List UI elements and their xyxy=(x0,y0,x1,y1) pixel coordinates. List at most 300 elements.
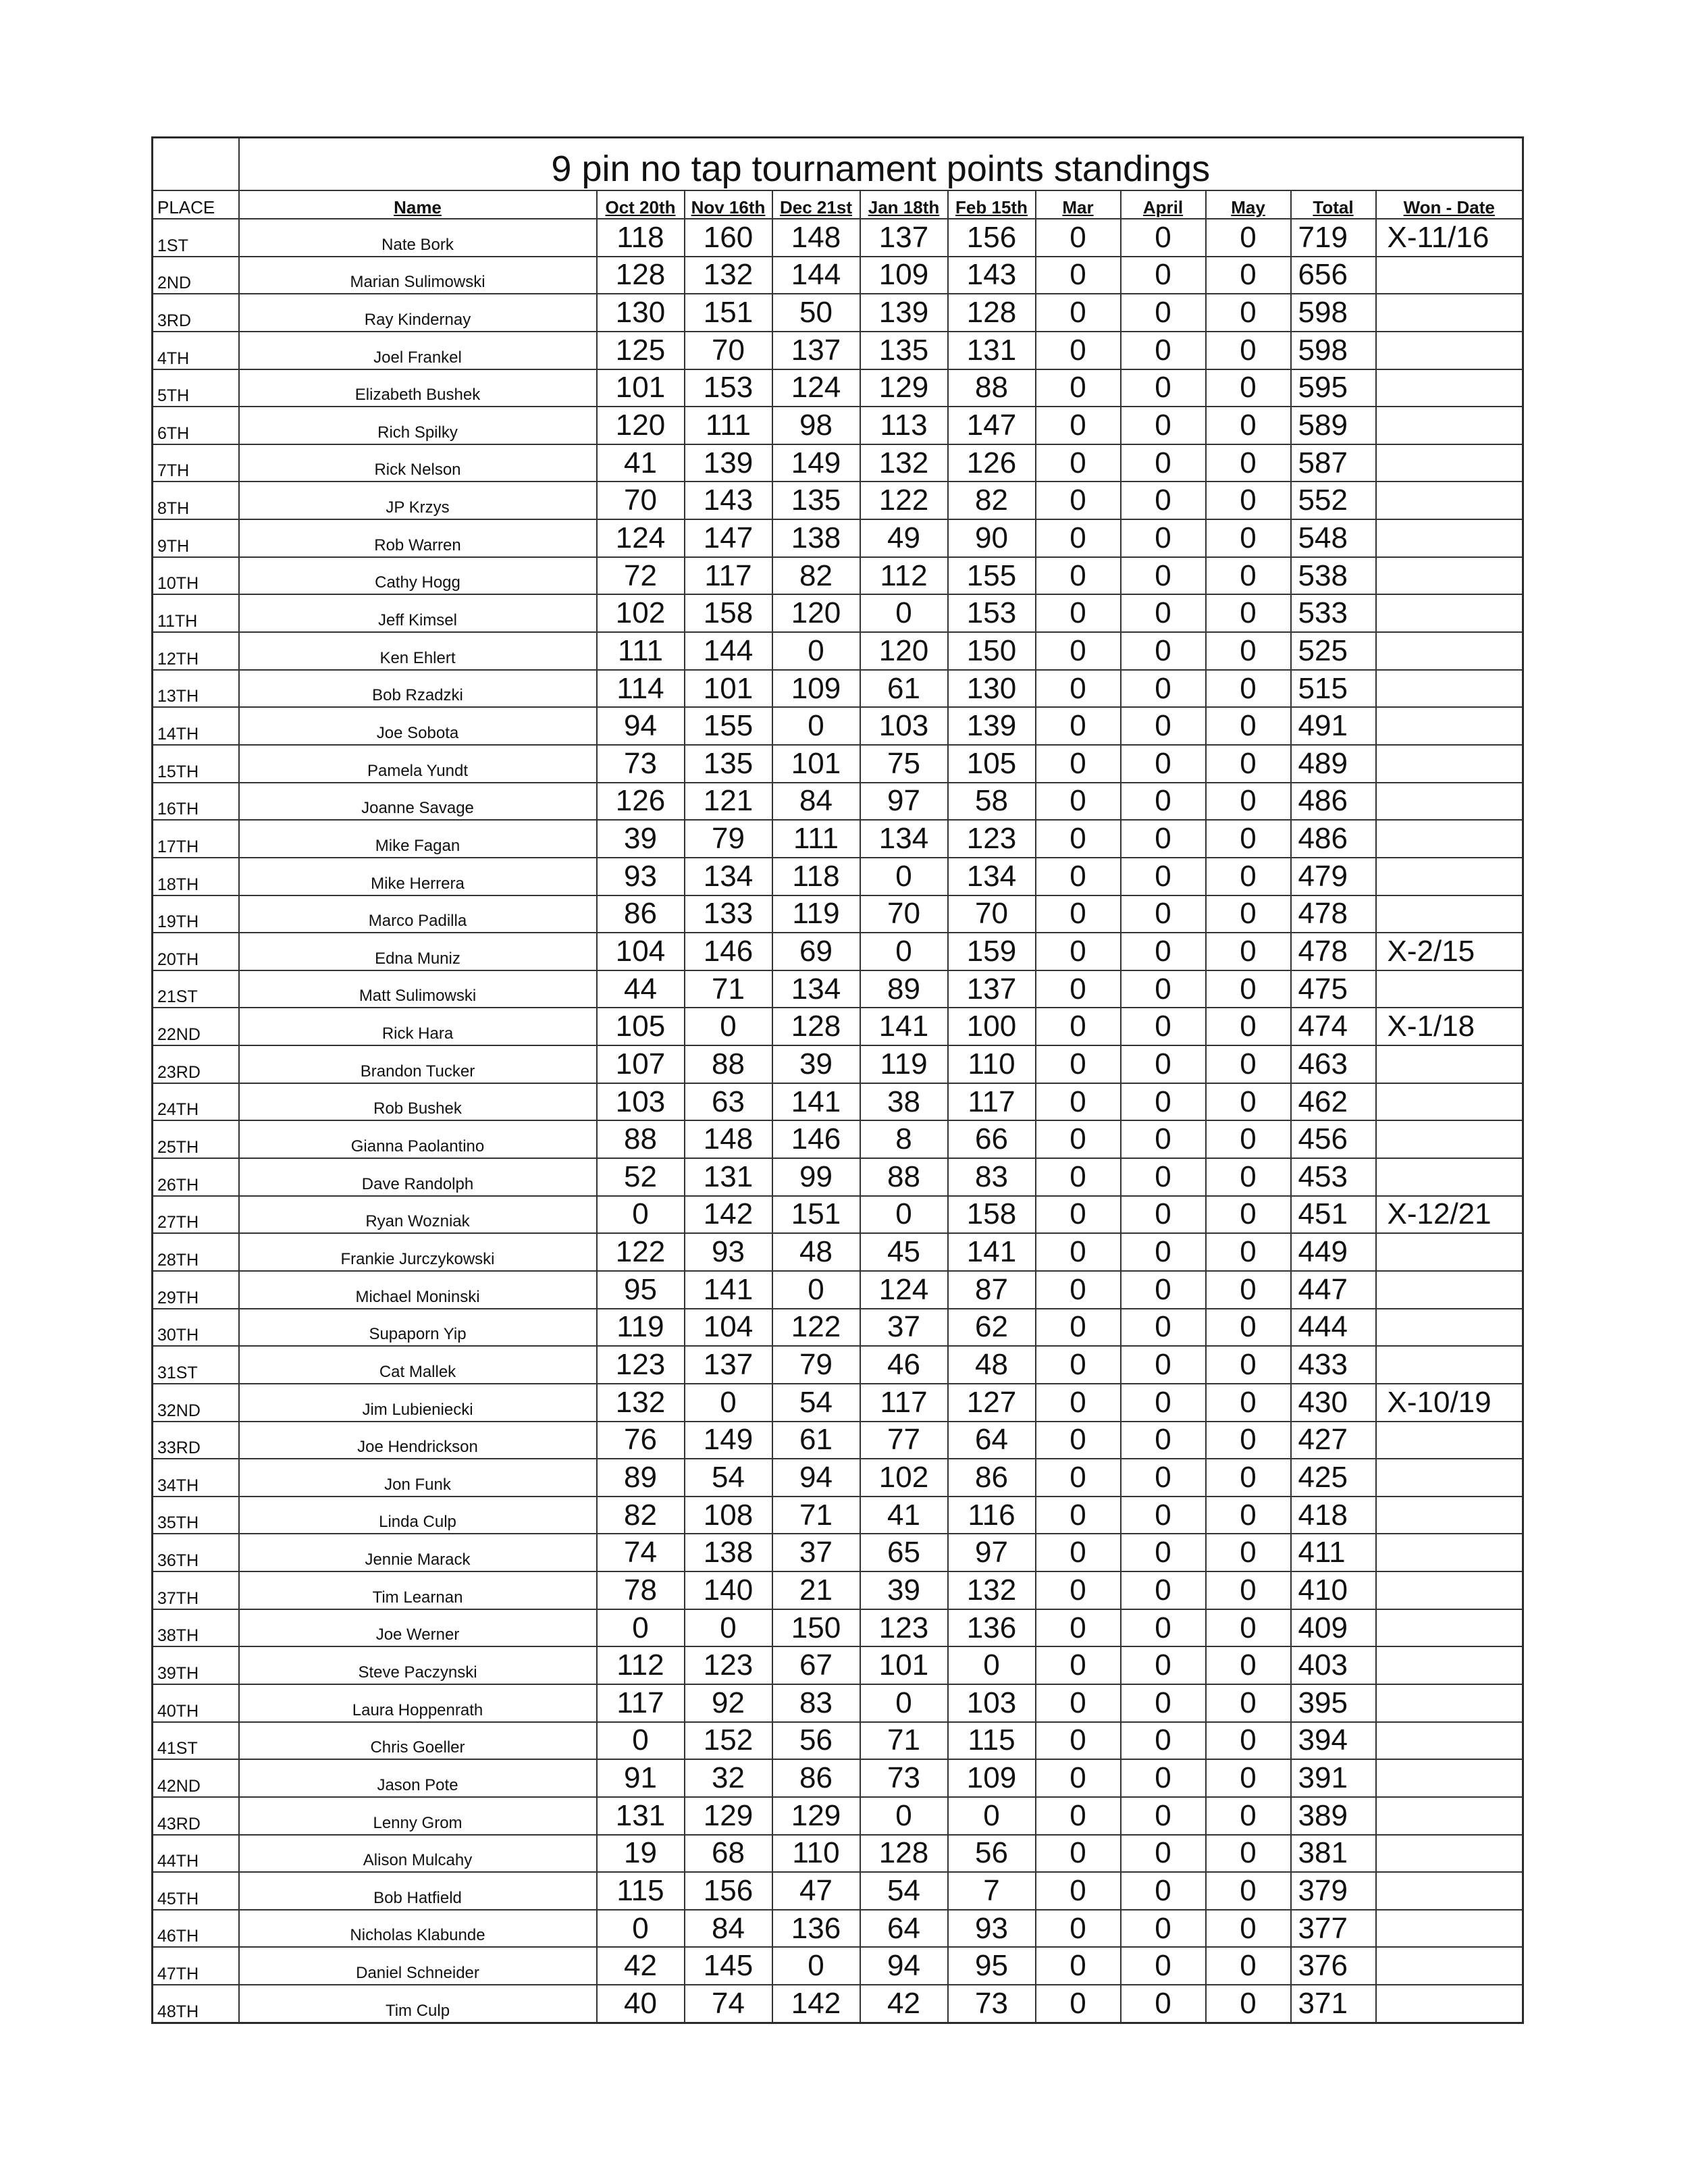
score-cell: 0 xyxy=(948,1797,1036,1835)
score-cell: 0 xyxy=(1036,332,1121,369)
total-cell: 451 xyxy=(1291,1196,1376,1234)
table-row xyxy=(153,1497,1523,1534)
score-cell: 0 xyxy=(772,707,860,745)
score-cell: 114 xyxy=(597,670,685,708)
score-cell: 0 xyxy=(1121,895,1206,933)
won-date-cell xyxy=(1376,858,1523,895)
score-cell: 0 xyxy=(597,1196,685,1234)
score-cell: 0 xyxy=(1206,1646,1291,1684)
name-cell: Rick Nelson xyxy=(239,444,597,482)
total-cell: 719 xyxy=(1291,219,1376,257)
place-cell: 7TH xyxy=(153,444,239,482)
score-cell: 0 xyxy=(1206,1346,1291,1384)
score-cell: 131 xyxy=(597,1797,685,1835)
total-cell: 486 xyxy=(1291,820,1376,858)
score-cell: 0 xyxy=(1036,1759,1121,1797)
score-cell: 0 xyxy=(1121,1646,1206,1684)
score-cell: 0 xyxy=(1206,1196,1291,1234)
score-cell: 0 xyxy=(1036,1947,1121,1985)
name-cell: Rob Bushek xyxy=(239,1083,597,1121)
score-cell: 115 xyxy=(948,1722,1036,1760)
score-cell: 155 xyxy=(685,707,772,745)
place-cell: 27TH xyxy=(153,1196,239,1234)
score-cell: 147 xyxy=(685,519,772,557)
total-cell: 377 xyxy=(1291,1910,1376,1948)
score-cell: 0 xyxy=(1206,557,1291,595)
header-month: May xyxy=(1206,190,1291,219)
score-cell: 115 xyxy=(597,1872,685,1910)
score-cell: 65 xyxy=(860,1534,948,1571)
name-cell: Michael Moninski xyxy=(239,1271,597,1309)
won-date-cell xyxy=(1376,1910,1523,1948)
table-row xyxy=(153,594,1523,632)
score-cell: 0 xyxy=(1206,444,1291,482)
name-cell: Nate Bork xyxy=(239,219,597,257)
score-cell: 0 xyxy=(1036,1872,1121,1910)
place-cell: 20TH xyxy=(153,933,239,970)
score-cell: 149 xyxy=(772,444,860,482)
score-cell: 139 xyxy=(685,444,772,482)
score-cell: 122 xyxy=(597,1233,685,1271)
score-cell: 64 xyxy=(860,1910,948,1948)
score-cell: 137 xyxy=(948,970,1036,1008)
place-cell: 1ST xyxy=(153,219,239,257)
name-cell: Jason Pote xyxy=(239,1759,597,1797)
score-cell: 90 xyxy=(948,519,1036,557)
name-cell: Lenny Grom xyxy=(239,1797,597,1835)
score-cell: 0 xyxy=(1121,783,1206,821)
score-cell: 0 xyxy=(685,1609,772,1647)
score-cell: 0 xyxy=(1036,670,1121,708)
score-cell: 0 xyxy=(1036,1985,1121,2023)
score-cell: 66 xyxy=(948,1120,1036,1158)
header-month: Mar xyxy=(1036,190,1121,219)
score-cell: 0 xyxy=(1206,1722,1291,1760)
score-cell: 135 xyxy=(772,482,860,519)
place-cell: 12TH xyxy=(153,632,239,670)
score-cell: 0 xyxy=(1121,1497,1206,1534)
score-cell: 0 xyxy=(1036,783,1121,821)
won-date-cell xyxy=(1376,1158,1523,1196)
place-cell: 4TH xyxy=(153,332,239,369)
header-month: Feb 15th xyxy=(948,190,1036,219)
total-cell: 391 xyxy=(1291,1759,1376,1797)
score-cell: 137 xyxy=(860,219,948,257)
score-cell: 142 xyxy=(685,1196,772,1234)
score-cell: 135 xyxy=(860,332,948,369)
score-cell: 0 xyxy=(1036,1646,1121,1684)
score-cell: 93 xyxy=(597,858,685,895)
place-cell: 33RD xyxy=(153,1422,239,1459)
score-cell: 0 xyxy=(1036,219,1121,257)
table-row xyxy=(153,1271,1523,1309)
score-cell: 143 xyxy=(948,257,1036,294)
name-cell: Joe Werner xyxy=(239,1609,597,1647)
score-cell: 54 xyxy=(772,1384,860,1422)
won-date-cell xyxy=(1376,294,1523,332)
won-date-cell xyxy=(1376,1797,1523,1835)
score-cell: 79 xyxy=(772,1346,860,1384)
score-cell: 89 xyxy=(597,1459,685,1497)
name-cell: Ryan Wozniak xyxy=(239,1196,597,1234)
score-cell: 0 xyxy=(1036,1797,1121,1835)
table-row xyxy=(153,1646,1523,1684)
total-cell: 515 xyxy=(1291,670,1376,708)
table-row xyxy=(153,557,1523,595)
score-cell: 0 xyxy=(685,1008,772,1045)
table-row xyxy=(153,257,1523,294)
score-cell: 0 xyxy=(1121,1534,1206,1571)
name-cell: Mike Fagan xyxy=(239,820,597,858)
score-cell: 0 xyxy=(1121,1083,1206,1121)
score-cell: 0 xyxy=(685,1384,772,1422)
total-cell: 395 xyxy=(1291,1684,1376,1722)
score-cell: 104 xyxy=(597,933,685,970)
place-cell: 21ST xyxy=(153,970,239,1008)
score-cell: 74 xyxy=(597,1534,685,1571)
score-cell: 74 xyxy=(685,1985,772,2023)
score-cell: 0 xyxy=(1036,858,1121,895)
title-row xyxy=(153,138,1523,191)
place-cell: 11TH xyxy=(153,594,239,632)
table-row xyxy=(153,294,1523,332)
won-date-cell xyxy=(1376,1422,1523,1459)
score-cell: 116 xyxy=(948,1497,1036,1534)
won-date-cell xyxy=(1376,1646,1523,1684)
score-cell: 133 xyxy=(685,895,772,933)
place-cell: 48TH xyxy=(153,1985,239,2023)
score-cell: 0 xyxy=(1121,933,1206,970)
score-cell: 123 xyxy=(860,1609,948,1647)
table-row xyxy=(153,482,1523,519)
place-cell: 39TH xyxy=(153,1646,239,1684)
score-cell: 131 xyxy=(948,332,1036,369)
score-cell: 0 xyxy=(1036,294,1121,332)
won-date-cell xyxy=(1376,707,1523,745)
name-cell: Bob Rzadzki xyxy=(239,670,597,708)
score-cell: 58 xyxy=(948,783,1036,821)
score-cell: 0 xyxy=(1121,1384,1206,1422)
score-cell: 141 xyxy=(948,1233,1036,1271)
score-cell: 0 xyxy=(772,1271,860,1309)
score-cell: 0 xyxy=(1036,594,1121,632)
score-cell: 128 xyxy=(597,257,685,294)
total-cell: 463 xyxy=(1291,1045,1376,1083)
score-cell: 132 xyxy=(948,1571,1036,1609)
table-row xyxy=(153,1684,1523,1722)
score-cell: 0 xyxy=(1121,1346,1206,1384)
score-cell: 122 xyxy=(860,482,948,519)
score-cell: 120 xyxy=(597,407,685,444)
score-cell: 0 xyxy=(1206,1120,1291,1158)
score-cell: 83 xyxy=(772,1684,860,1722)
won-date-cell xyxy=(1376,1872,1523,1910)
score-cell: 0 xyxy=(1206,1045,1291,1083)
score-cell: 82 xyxy=(948,482,1036,519)
score-cell: 103 xyxy=(860,707,948,745)
score-cell: 128 xyxy=(860,1835,948,1873)
score-cell: 0 xyxy=(1121,1045,1206,1083)
name-cell: Pamela Yundt xyxy=(239,745,597,783)
score-cell: 0 xyxy=(1206,1083,1291,1121)
name-cell: Gianna Paolantino xyxy=(239,1120,597,1158)
header-total: Total xyxy=(1291,190,1376,219)
score-cell: 100 xyxy=(948,1008,1036,1045)
score-cell: 0 xyxy=(1036,1422,1121,1459)
won-date-cell xyxy=(1376,783,1523,821)
score-cell: 0 xyxy=(1121,970,1206,1008)
score-cell: 84 xyxy=(772,783,860,821)
total-cell: 538 xyxy=(1291,557,1376,595)
score-cell: 132 xyxy=(860,444,948,482)
score-cell: 0 xyxy=(1206,1947,1291,1985)
score-cell: 0 xyxy=(1121,707,1206,745)
score-cell: 73 xyxy=(597,745,685,783)
score-cell: 0 xyxy=(1121,1309,1206,1347)
score-cell: 108 xyxy=(685,1497,772,1534)
score-cell: 0 xyxy=(1121,1947,1206,1985)
score-cell: 48 xyxy=(948,1346,1036,1384)
total-cell: 656 xyxy=(1291,257,1376,294)
score-cell: 67 xyxy=(772,1646,860,1684)
score-cell: 155 xyxy=(948,557,1036,595)
score-cell: 78 xyxy=(597,1571,685,1609)
score-cell: 137 xyxy=(685,1346,772,1384)
won-date-cell xyxy=(1376,557,1523,595)
score-cell: 76 xyxy=(597,1422,685,1459)
score-cell: 42 xyxy=(597,1947,685,1985)
table-row xyxy=(153,670,1523,708)
score-cell: 0 xyxy=(1121,1008,1206,1045)
score-cell: 45 xyxy=(860,1233,948,1271)
score-cell: 102 xyxy=(860,1459,948,1497)
score-cell: 0 xyxy=(1036,482,1121,519)
title-corner-cell xyxy=(153,138,239,191)
score-cell: 0 xyxy=(1121,1158,1206,1196)
won-date-cell xyxy=(1376,482,1523,519)
table-row xyxy=(153,1985,1523,2023)
score-cell: 0 xyxy=(1121,1609,1206,1647)
won-date-cell: X-12/21 xyxy=(1376,1196,1523,1234)
won-date-cell: X-2/15 xyxy=(1376,933,1523,970)
score-cell: 0 xyxy=(1121,369,1206,407)
score-cell: 0 xyxy=(1206,1872,1291,1910)
score-cell: 0 xyxy=(1121,1120,1206,1158)
score-cell: 0 xyxy=(860,1196,948,1234)
score-cell: 52 xyxy=(597,1158,685,1196)
table-row xyxy=(153,783,1523,821)
won-date-cell xyxy=(1376,1271,1523,1309)
place-cell: 23RD xyxy=(153,1045,239,1083)
total-cell: 411 xyxy=(1291,1534,1376,1571)
total-cell: 589 xyxy=(1291,407,1376,444)
score-cell: 129 xyxy=(685,1797,772,1835)
score-cell: 0 xyxy=(1121,670,1206,708)
score-cell: 93 xyxy=(948,1910,1036,1948)
table-row xyxy=(153,332,1523,369)
name-cell: Edna Muniz xyxy=(239,933,597,970)
score-cell: 63 xyxy=(685,1083,772,1121)
score-cell: 151 xyxy=(685,294,772,332)
name-cell: Linda Culp xyxy=(239,1497,597,1534)
score-cell: 0 xyxy=(1206,1384,1291,1422)
score-cell: 146 xyxy=(772,1120,860,1158)
place-cell: 9TH xyxy=(153,519,239,557)
score-cell: 124 xyxy=(772,369,860,407)
score-cell: 0 xyxy=(1036,1083,1121,1121)
score-cell: 123 xyxy=(685,1646,772,1684)
score-cell: 156 xyxy=(685,1872,772,1910)
place-cell: 19TH xyxy=(153,895,239,933)
score-cell: 88 xyxy=(948,369,1036,407)
score-cell: 0 xyxy=(1036,407,1121,444)
score-cell: 158 xyxy=(685,594,772,632)
table-row xyxy=(153,519,1523,557)
score-cell: 131 xyxy=(685,1158,772,1196)
score-cell: 44 xyxy=(597,970,685,1008)
name-cell: Jennie Marack xyxy=(239,1534,597,1571)
total-cell: 409 xyxy=(1291,1609,1376,1647)
score-cell: 0 xyxy=(1206,707,1291,745)
score-cell: 0 xyxy=(1206,783,1291,821)
score-cell: 0 xyxy=(1036,444,1121,482)
score-cell: 0 xyxy=(1206,1835,1291,1873)
name-cell: Laura Hoppenrath xyxy=(239,1684,597,1722)
score-cell: 149 xyxy=(685,1422,772,1459)
total-cell: 479 xyxy=(1291,858,1376,895)
score-cell: 0 xyxy=(1036,257,1121,294)
score-cell: 158 xyxy=(948,1196,1036,1234)
table-row xyxy=(153,970,1523,1008)
standings-table xyxy=(151,136,1524,2024)
score-cell: 0 xyxy=(1121,482,1206,519)
total-cell: 444 xyxy=(1291,1309,1376,1347)
table-row xyxy=(153,745,1523,783)
score-cell: 130 xyxy=(948,670,1036,708)
total-cell: 453 xyxy=(1291,1158,1376,1196)
score-cell: 132 xyxy=(685,257,772,294)
score-cell: 139 xyxy=(860,294,948,332)
score-cell: 141 xyxy=(685,1271,772,1309)
score-cell: 0 xyxy=(1206,519,1291,557)
score-cell: 127 xyxy=(948,1384,1036,1422)
score-cell: 0 xyxy=(1121,1872,1206,1910)
score-cell: 0 xyxy=(1036,1309,1121,1347)
place-cell: 22ND xyxy=(153,1008,239,1045)
score-cell: 120 xyxy=(772,594,860,632)
score-cell: 118 xyxy=(597,219,685,257)
score-cell: 82 xyxy=(772,557,860,595)
place-cell: 17TH xyxy=(153,820,239,858)
score-cell: 89 xyxy=(860,970,948,1008)
score-cell: 56 xyxy=(772,1722,860,1760)
score-cell: 0 xyxy=(1036,970,1121,1008)
score-cell: 138 xyxy=(772,519,860,557)
won-date-cell xyxy=(1376,745,1523,783)
score-cell: 70 xyxy=(948,895,1036,933)
score-cell: 0 xyxy=(1036,1045,1121,1083)
score-cell: 0 xyxy=(1036,1910,1121,1948)
place-cell: 10TH xyxy=(153,557,239,595)
score-cell: 101 xyxy=(772,745,860,783)
score-cell: 112 xyxy=(597,1646,685,1684)
score-cell: 0 xyxy=(1121,332,1206,369)
table-row xyxy=(153,1872,1523,1910)
score-cell: 0 xyxy=(1121,257,1206,294)
total-cell: 462 xyxy=(1291,1083,1376,1121)
score-cell: 0 xyxy=(860,858,948,895)
won-date-cell xyxy=(1376,820,1523,858)
score-cell: 129 xyxy=(860,369,948,407)
score-cell: 134 xyxy=(685,858,772,895)
score-cell: 93 xyxy=(685,1233,772,1271)
place-cell: 13TH xyxy=(153,670,239,708)
score-cell: 0 xyxy=(1206,1271,1291,1309)
score-cell: 117 xyxy=(860,1384,948,1422)
score-cell: 0 xyxy=(1206,933,1291,970)
score-cell: 0 xyxy=(1206,407,1291,444)
place-cell: 6TH xyxy=(153,407,239,444)
score-cell: 0 xyxy=(1036,1233,1121,1271)
table-row xyxy=(153,632,1523,670)
total-cell: 552 xyxy=(1291,482,1376,519)
name-cell: Jon Funk xyxy=(239,1459,597,1497)
score-cell: 110 xyxy=(772,1835,860,1873)
won-date-cell xyxy=(1376,1083,1523,1121)
header-month: April xyxy=(1121,190,1206,219)
name-cell: Joel Frankel xyxy=(239,332,597,369)
won-date-cell xyxy=(1376,1684,1523,1722)
place-cell: 47TH xyxy=(153,1947,239,1985)
score-cell: 0 xyxy=(1121,1233,1206,1271)
won-date-cell xyxy=(1376,332,1523,369)
score-cell: 0 xyxy=(597,1609,685,1647)
place-cell: 44TH xyxy=(153,1835,239,1873)
name-cell: Marco Padilla xyxy=(239,895,597,933)
score-cell: 79 xyxy=(685,820,772,858)
score-cell: 128 xyxy=(772,1008,860,1045)
total-cell: 475 xyxy=(1291,970,1376,1008)
score-cell: 0 xyxy=(1036,1722,1121,1760)
won-date-cell xyxy=(1376,1497,1523,1534)
score-cell: 70 xyxy=(685,332,772,369)
table-row xyxy=(153,1196,1523,1234)
score-cell: 0 xyxy=(1121,444,1206,482)
score-cell: 111 xyxy=(685,407,772,444)
score-cell: 40 xyxy=(597,1985,685,2023)
score-cell: 119 xyxy=(597,1309,685,1347)
score-cell: 38 xyxy=(860,1083,948,1121)
table-row xyxy=(153,1459,1523,1497)
won-date-cell: X-1/18 xyxy=(1376,1008,1523,1045)
score-cell: 0 xyxy=(860,1797,948,1835)
score-cell: 0 xyxy=(1036,369,1121,407)
score-cell: 160 xyxy=(685,219,772,257)
place-cell: 8TH xyxy=(153,482,239,519)
score-cell: 109 xyxy=(772,670,860,708)
score-cell: 0 xyxy=(1206,1684,1291,1722)
score-cell: 0 xyxy=(597,1722,685,1760)
name-cell: JP Krzys xyxy=(239,482,597,519)
total-cell: 595 xyxy=(1291,369,1376,407)
table-row xyxy=(153,707,1523,745)
name-cell: Frankie Jurczykowski xyxy=(239,1233,597,1271)
score-cell: 148 xyxy=(685,1120,772,1158)
score-cell: 118 xyxy=(772,858,860,895)
score-cell: 39 xyxy=(860,1571,948,1609)
place-cell: 42ND xyxy=(153,1759,239,1797)
name-cell: Chris Goeller xyxy=(239,1722,597,1760)
